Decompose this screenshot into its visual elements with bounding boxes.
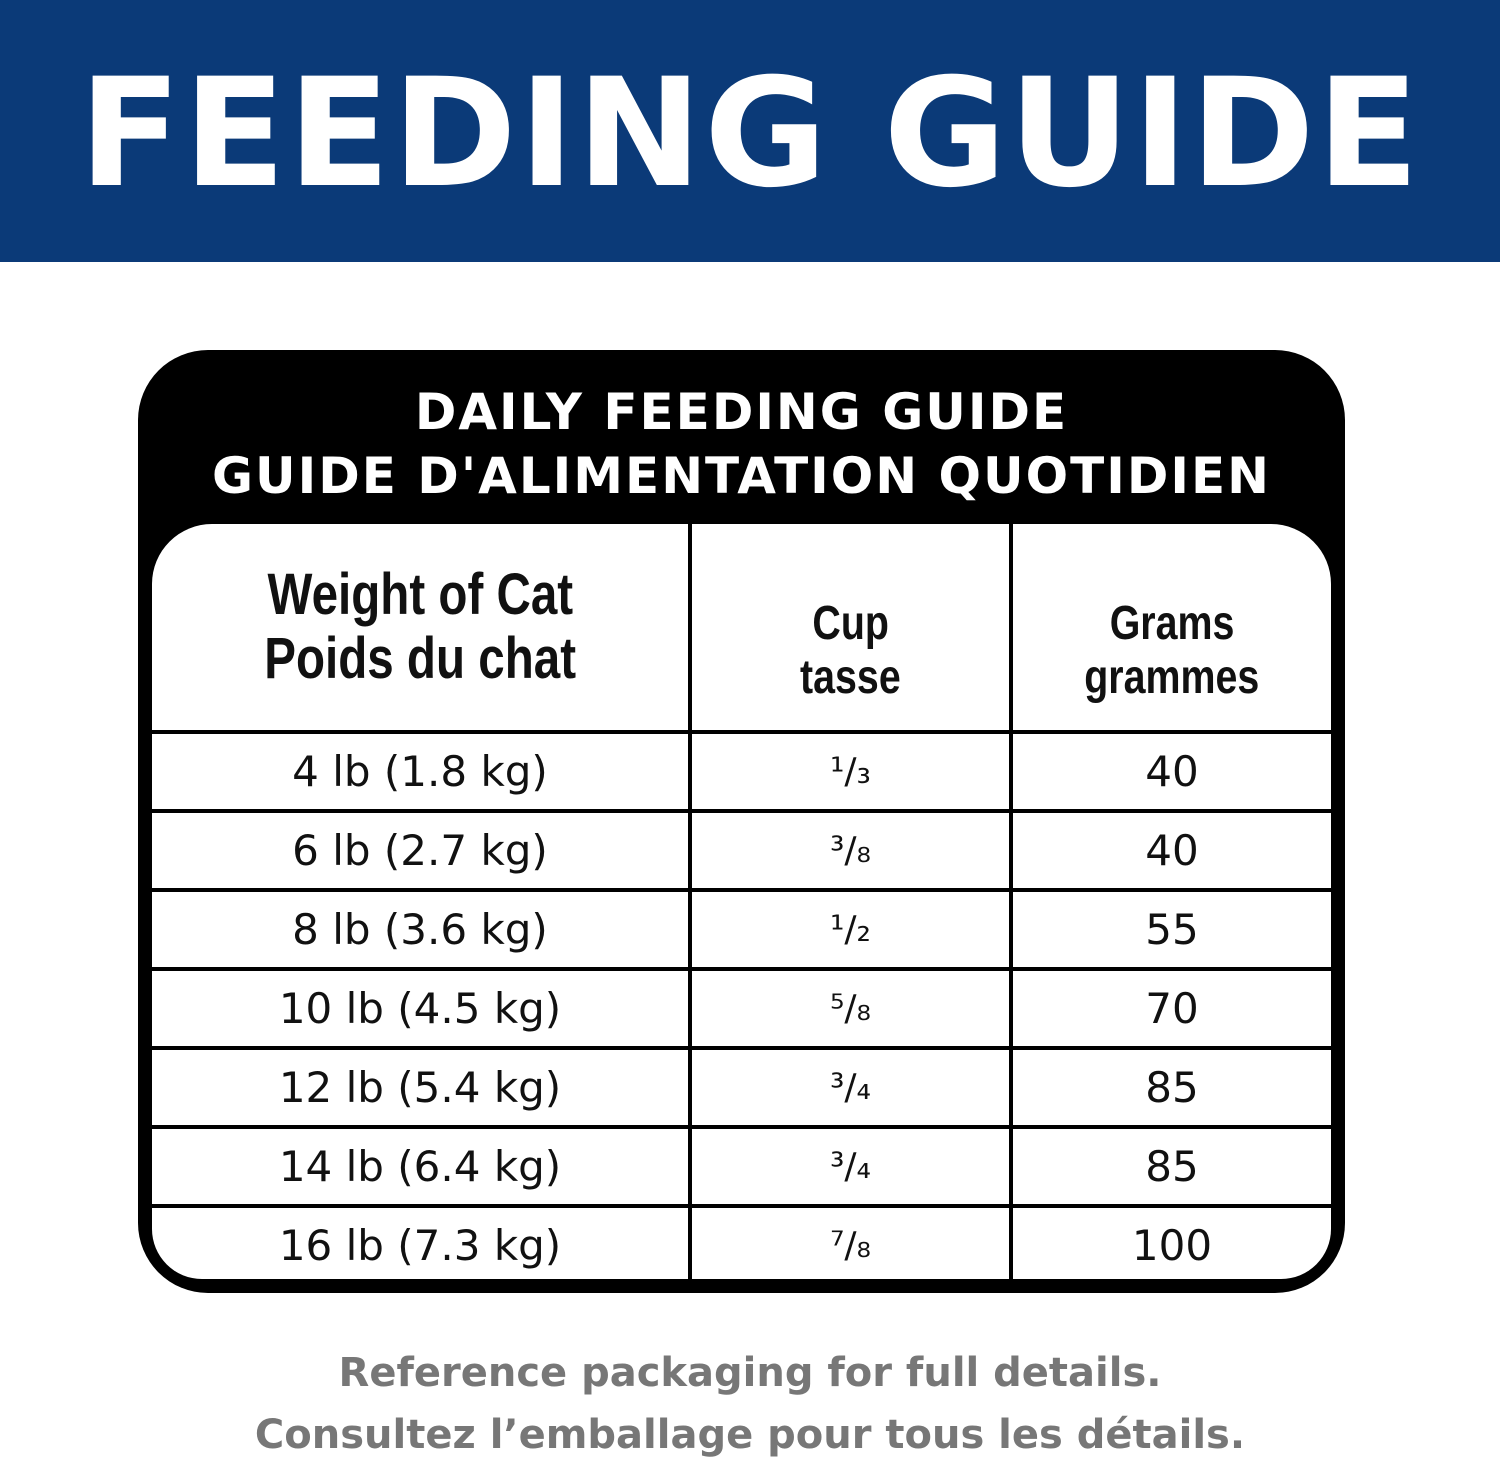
grams-cell: 85 — [1145, 1142, 1199, 1191]
table-row — [152, 1050, 1331, 1125]
cup-cell: ³/₄ — [830, 1067, 871, 1108]
header-grams-fr: grammes — [1084, 651, 1260, 704]
grams-cell: 85 — [1145, 1063, 1199, 1112]
footer-note — [0, 1342, 1500, 1466]
weight-cell: 8 lb (3.6 kg) — [292, 905, 548, 954]
grams-cell: 40 — [1145, 747, 1199, 796]
header-banner — [0, 0, 1500, 262]
grams-cell: 100 — [1131, 1221, 1213, 1270]
weight-cell: 14 lb (6.4 kg) — [278, 1142, 562, 1191]
cup-cell: ⁷/₈ — [830, 1225, 871, 1266]
table-row — [152, 813, 1331, 888]
cup-cell: ¹/₂ — [830, 909, 871, 950]
weight-cell: 16 lb (7.3 kg) — [278, 1221, 562, 1270]
footer-note-en: Reference packaging for full details. — [338, 1350, 1162, 1396]
weight-cell: 4 lb (1.8 kg) — [292, 747, 548, 796]
table-row — [152, 1129, 1331, 1204]
cup-cell: ³/₄ — [830, 1146, 871, 1187]
footer-note-fr: Consultez l’emballage pour tous les détails. — [254, 1412, 1246, 1458]
header-weight — [152, 524, 688, 730]
feeding-guide-card — [138, 350, 1345, 1293]
table-row — [152, 971, 1331, 1046]
table-row — [152, 1208, 1331, 1279]
header-grams-en: Grams — [1109, 597, 1235, 650]
weight-cell: 6 lb (2.7 kg) — [292, 826, 548, 875]
page-title: FEEDING GUIDE — [78, 47, 1422, 221]
grams-cell: 55 — [1145, 905, 1199, 954]
table-row — [152, 892, 1331, 967]
cup-cell: ¹/₃ — [830, 751, 871, 792]
header-grams — [1013, 524, 1331, 754]
weight-cell: 10 lb (4.5 kg) — [278, 984, 562, 1033]
card-title — [138, 380, 1345, 508]
feeding-table — [152, 524, 1331, 1279]
card-title-fr: GUIDE D'ALIMENTATION QUOTIDIEN — [212, 447, 1271, 505]
header-weight-en: Weight of Cat — [267, 562, 573, 627]
grams-cell: 70 — [1145, 984, 1199, 1033]
grams-cell: 40 — [1145, 826, 1199, 875]
header-cup-en: Cup — [812, 597, 889, 650]
header-cup — [692, 524, 1009, 754]
table-header — [152, 524, 1331, 730]
header-cup-fr: tasse — [800, 651, 901, 704]
weight-cell: 12 lb (5.4 kg) — [278, 1063, 562, 1112]
cup-cell: ⁵/₈ — [830, 988, 871, 1029]
table-row — [152, 734, 1331, 809]
card-title-en: DAILY FEEDING GUIDE — [414, 383, 1069, 441]
header-weight-fr: Poids du chat — [264, 626, 576, 691]
cup-cell: ³/₈ — [830, 830, 871, 871]
